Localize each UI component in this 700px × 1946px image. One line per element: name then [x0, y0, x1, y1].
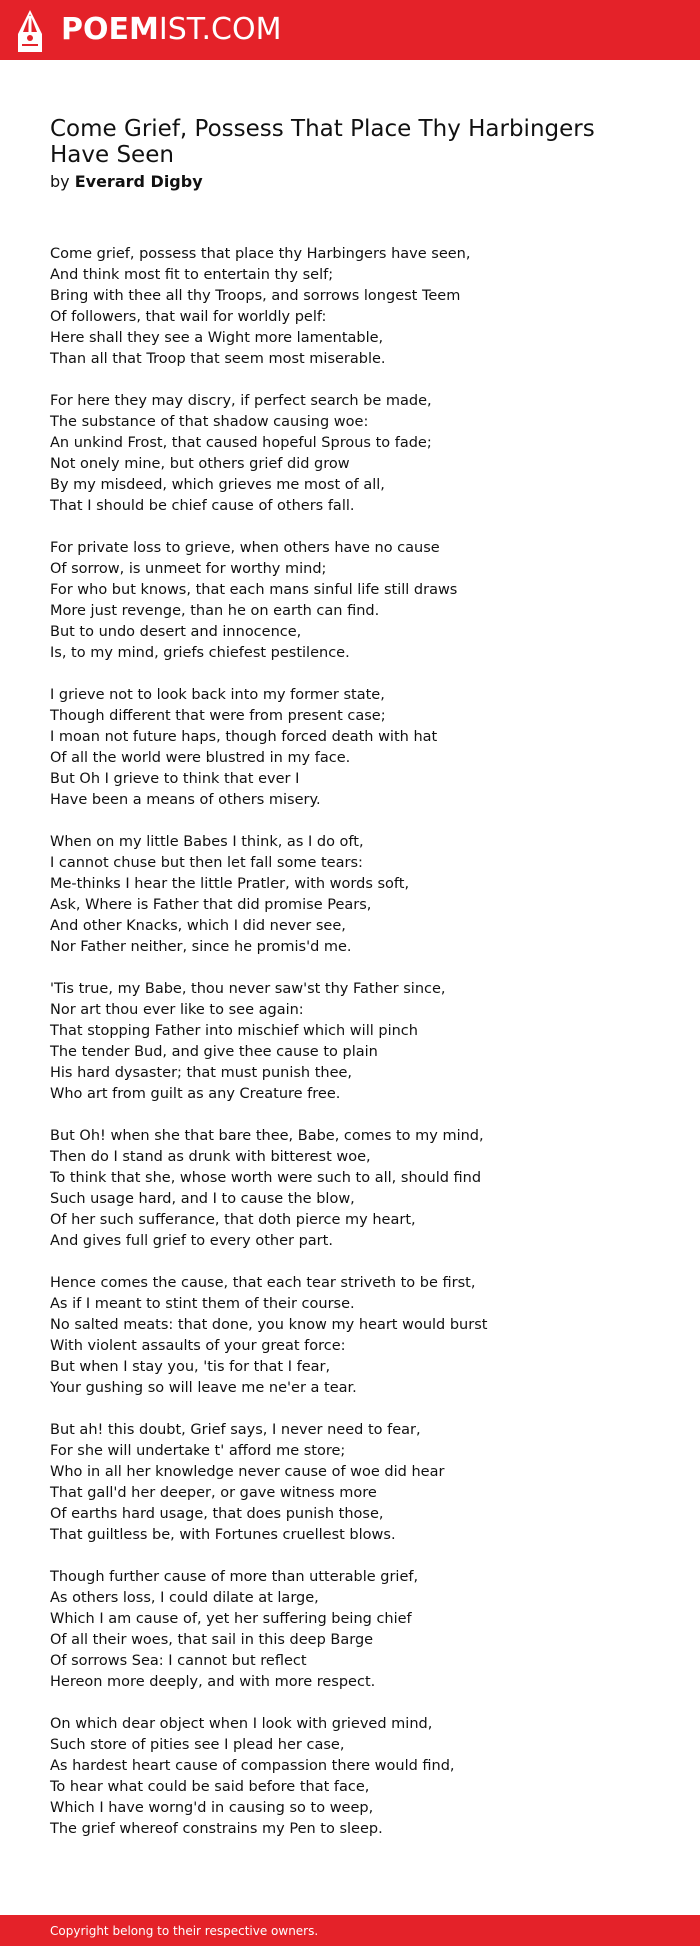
poem-line: Who in all her knowledge never cause of woe did hear [50, 1464, 445, 1480]
stanza [50, 1273, 650, 1399]
poem-line: Such store of pities see I plead her case, [50, 1737, 345, 1753]
stanza [50, 1714, 650, 1840]
poem-line: As hardest heart cause of compassion there would find, [50, 1758, 455, 1774]
poem-line: Of earths hard usage, that does punish those, [50, 1506, 384, 1522]
stanza [50, 685, 650, 811]
poem-line: Nor art thou ever like to see again: [50, 1002, 304, 1018]
site-footer [0, 1915, 700, 1946]
poem-line: 'Tis true, my Babe, thou never saw'st thy Father since, [50, 981, 446, 997]
poem-title: Come Grief, Possess That Place Thy Harbingers Have Seen [50, 116, 595, 168]
poem-line: The tender Bud, and give thee cause to plain [50, 1044, 378, 1060]
logo-brand-bold: POEM [61, 12, 159, 47]
stanza [50, 1567, 650, 1693]
poem-line: And other Knacks, which I did never see, [50, 918, 346, 934]
copyright-text: Copyright belong to their respective owners. [50, 1924, 319, 1938]
poem-line: Than all that Troop that seem most miserable. [50, 351, 386, 367]
poem-line: Come grief, possess that place thy Harbingers have seen, [50, 246, 471, 262]
stanza [50, 538, 650, 664]
poem-body [50, 244, 650, 1861]
poem-line: Of her such sufferance, that doth pierce my heart, [50, 1212, 416, 1228]
pen-nib-icon[interactable] [17, 10, 43, 52]
poem-line: I moan not future haps, though forced death with hat [50, 729, 438, 745]
poem-line: Have been a means of others misery. [50, 792, 321, 808]
poem-line: Not onely mine, but others grief did grow [50, 456, 350, 472]
poem-line: But when I stay you, 'tis for that I fear, [50, 1359, 331, 1375]
stanza [50, 391, 650, 517]
poem-line: And think most fit to entertain thy self; [50, 267, 334, 283]
by-label: by [50, 172, 70, 191]
poem-line: That gall'd her deeper, or gave witness more [50, 1485, 377, 1501]
stanza [50, 832, 650, 958]
poem-heading [50, 116, 660, 192]
poem-line: I cannot chuse but then let fall some tears: [50, 855, 363, 871]
poem-line: Of all the world were blustred in my face. [50, 750, 351, 766]
poem-line: Of sorrow, is unmeet for worthy mind; [50, 561, 327, 577]
stanza [50, 1420, 650, 1546]
poem-line: But Oh! when she that bare thee, Babe, comes to my mind, [50, 1128, 484, 1144]
poem-line: Is, to my mind, griefs chiefest pestilence. [50, 645, 350, 661]
poem-line: That stopping Father into mischief which will pinch [50, 1023, 418, 1039]
poem-line: But Oh I grieve to think that ever I [50, 771, 300, 787]
poem-line: No salted meats: that done, you know my heart would burst [50, 1317, 488, 1333]
poem-line: I grieve not to look back into my former state, [50, 687, 385, 703]
poem-line: When on my little Babes I think, as I do oft, [50, 834, 364, 850]
stanza [50, 979, 650, 1105]
poem-line: Of all their woes, that sail in this deep Barge [50, 1632, 374, 1648]
poem-line: Here shall they see a Wight more lamentable, [50, 330, 384, 346]
poem-line: As if I meant to stint them of their course. [50, 1296, 355, 1312]
poem-line: Hereon more deeply, and with more respect. [50, 1674, 376, 1690]
poem-line: The substance of that shadow causing woe: [50, 414, 369, 430]
poem-line: Nor Father neither, since he promis'd me. [50, 939, 352, 955]
poem-line: For private loss to grieve, when others have no cause [50, 540, 440, 556]
poem-line: For here they may discry, if perfect search be made, [50, 393, 432, 409]
poem-line: Me-thinks I hear the little Pratler, with words soft, [50, 876, 410, 892]
poem-line: The grief whereof constrains my Pen to sleep. [50, 1821, 383, 1837]
poem-line: By my misdeed, which grieves me most of all, [50, 477, 385, 493]
poem-line: But to undo desert and innocence, [50, 624, 302, 640]
poem-line: That guiltless be, with Fortunes cruellest blows. [50, 1527, 396, 1543]
stanza [50, 1126, 650, 1252]
byline [50, 172, 660, 192]
poem-line: That I should be chief cause of others fall. [50, 498, 355, 514]
poem-line: Though further cause of more than utterable grief, [50, 1569, 419, 1585]
poem-line: Though different that were from present case; [50, 708, 386, 724]
poem-line: For she will undertake t' afford me store; [50, 1443, 346, 1459]
poem-line: Of followers, that wail for worldly pelf: [50, 309, 327, 325]
poem-line: To hear what could be said before that face, [50, 1779, 370, 1795]
site-logo[interactable] [61, 12, 281, 48]
poem-line: His hard dysaster; that must punish thee, [50, 1065, 353, 1081]
poem-line: Such usage hard, and I to cause the blow, [50, 1191, 355, 1207]
poem-line: Hence comes the cause, that each tear striveth to be first, [50, 1275, 476, 1291]
poem-line: An unkind Frost, that caused hopeful Sprous to fade; [50, 435, 432, 451]
poem-line: But ah! this doubt, Grief says, I never need to fear, [50, 1422, 421, 1438]
author-name: Everard Digby [74, 172, 203, 191]
site-header [0, 0, 700, 60]
poem-line: Then do I stand as drunk with bitterest woe, [50, 1149, 371, 1165]
poem-line: More just revenge, than he on earth can find. [50, 603, 380, 619]
poem-line: Which I have worng'd in causing so to weep, [50, 1800, 374, 1816]
poem-line: And gives full grief to every other part. [50, 1233, 333, 1249]
stanza [50, 244, 650, 370]
poem-line: With violent assaults of your great force: [50, 1338, 346, 1354]
logo-brand-light: IST.COM [158, 12, 282, 47]
poem-line: For who but knows, that each mans sinful life still draws [50, 582, 458, 598]
poem-line: Ask, Where is Father that did promise Pears, [50, 897, 372, 913]
poem-line: Of sorrows Sea: I cannot but reflect [50, 1653, 307, 1669]
poem-line: To think that she, whose worth were such to all, should find [50, 1170, 482, 1186]
poem-line: Who art from guilt as any Creature free. [50, 1086, 341, 1102]
poem-line: Your gushing so will leave me ne'er a tear. [50, 1380, 357, 1396]
poem-line: Which I am cause of, yet her suffering being chief [50, 1611, 412, 1627]
poem-line: On which dear object when I look with grieved mind, [50, 1716, 433, 1732]
poem-line: Bring with thee all thy Troops, and sorrows longest Teem [50, 288, 461, 304]
poem-line: As others loss, I could dilate at large, [50, 1590, 319, 1606]
